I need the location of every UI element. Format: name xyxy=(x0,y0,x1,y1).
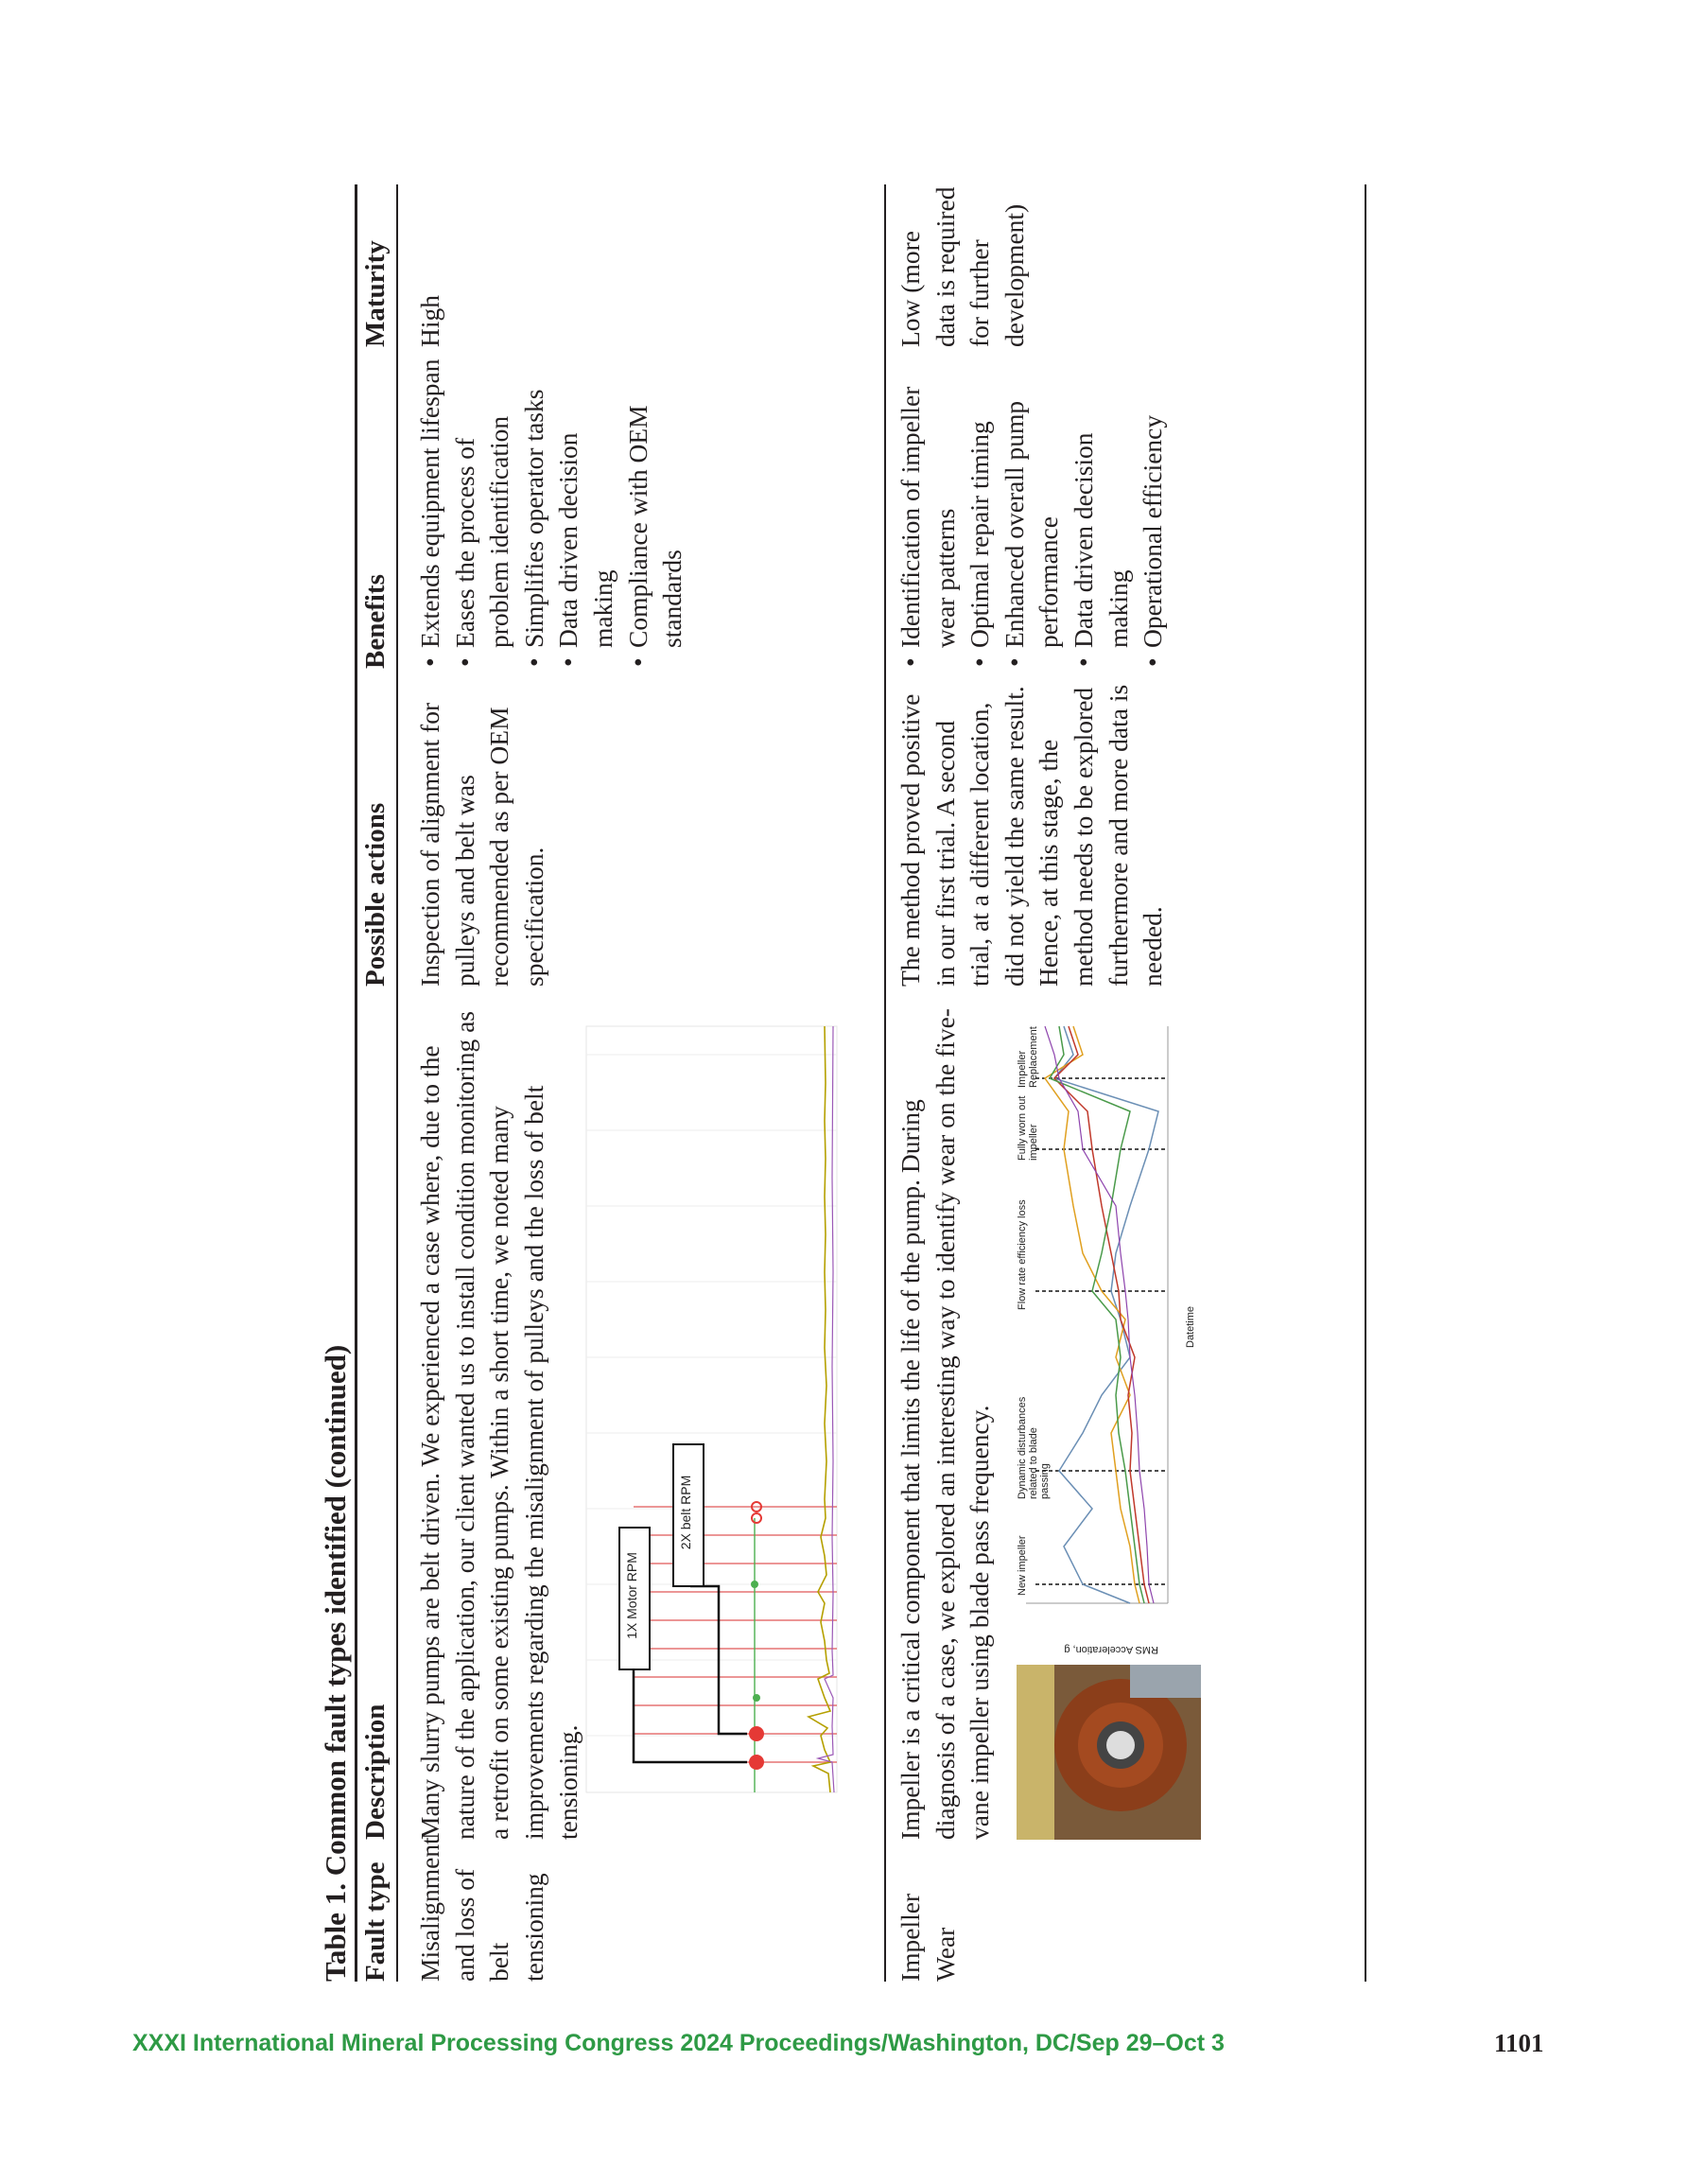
motor-rpm-marker xyxy=(749,1755,764,1770)
benefit-item: • Compliance with OEM standards xyxy=(621,357,690,669)
header-benefits: Benefits xyxy=(360,574,391,669)
header-description: Description xyxy=(360,1704,391,1840)
row1-possible-actions: Inspection of alignment for pulleys and belt was recommended as per OEM specification. xyxy=(415,702,548,987)
header-rule xyxy=(396,184,398,1982)
benefit-item: • Data driven decision making xyxy=(1067,352,1136,669)
rms-chart xyxy=(1026,1026,1168,1603)
row2-possible-actions: The method proved positive in our first trial. A second trial, at a different location, did not yield the same result. Hence, at this stage, the method needs to be explored furthermore and more data is needed. xyxy=(896,684,1168,987)
benefit-item: • Simplifies operator tasks xyxy=(517,357,552,669)
impeller-ylabel: RMS Acceleration, g xyxy=(1064,1644,1158,1655)
row1-description: Many slurry pumps are belt driven. We experienced a case where, due to the nature of the application, our client wanted us to install condition monitoring as a retrofit on some existing pumps. Within a short time, we noted many improvements regarding the misalignment of pulleys and the loss of belt tensioning. xyxy=(415,1011,583,1840)
benefit-item: • Operational efficiency xyxy=(1136,352,1171,669)
annotation-impeller-replacement: Impeller Replacement xyxy=(1017,1026,1039,1088)
row1-maturity: High xyxy=(415,295,444,347)
impeller-photo-icon xyxy=(1017,1665,1201,1840)
footer-proceedings-text: XXXI International Mineral Processing Congress 2024 Proceedings/Washington, DC/Sep 29–Oct 3 xyxy=(132,2030,1225,2056)
rotated-table-page xyxy=(317,184,1366,1982)
row2-benefits xyxy=(894,352,1171,669)
row2-fault-type: Impeller Wear xyxy=(896,1893,960,1982)
peak-marker xyxy=(753,1694,760,1702)
row2-description: Impeller is a critical component that limits the life of the pump. During diagnosis of a case, we explored an interesting way to identify wear on the five-vane impeller using blade pass frequency. xyxy=(896,1008,995,1840)
benefit-item: • Data driven decision making xyxy=(551,357,620,669)
row2-impeller-figure xyxy=(1017,1007,1201,1840)
annotation-fully-worn: Fully worn out impeller xyxy=(1017,1095,1039,1161)
benefit-item: • Enhanced overall pump performance xyxy=(998,352,1067,669)
annotation-flow-rate-loss: Flow rate efficiency loss xyxy=(1017,1199,1028,1310)
row1-benefits xyxy=(413,357,690,669)
benefit-item: • Optimal repair timing xyxy=(963,352,998,669)
table-caption: Table 1. Common fault types identified (continued) xyxy=(319,1344,352,1982)
benefit-item: • Extends equipment lifespan xyxy=(413,357,448,669)
row1-spectrum-figure xyxy=(577,1007,861,1840)
header-maturity: Maturity xyxy=(360,240,391,347)
belt-rpm-marker xyxy=(749,1726,764,1741)
row2-maturity: Low (more data is required for further development) xyxy=(896,186,1029,347)
page-number: 1101 xyxy=(1494,2029,1544,2057)
annotation-dynamic-disturbances: Dynamic disturbances related to blade passing xyxy=(1017,1396,1051,1499)
row1-fault-type: Misalignment and loss of belt tensioning xyxy=(415,1837,548,1982)
bottom-rule xyxy=(1365,184,1366,1982)
motor-rpm-callout: 1X Motor RPM xyxy=(624,1552,639,1639)
belt-rpm-callout: 2X belt RPM xyxy=(678,1475,693,1550)
peak-marker xyxy=(751,1581,758,1588)
annotation-new-impeller: New impeller xyxy=(1017,1535,1028,1596)
header-possible-actions: Possible actions xyxy=(360,802,391,987)
benefit-item: • Identification of impeller wear patterns xyxy=(894,352,963,669)
header-fault-type: Fault type xyxy=(360,1861,391,1982)
benefit-item: • Eases the process of problem identification xyxy=(448,357,517,669)
row-separator xyxy=(884,184,886,1982)
impeller-xlabel: Datetime xyxy=(1185,1305,1196,1348)
spectrum-plot xyxy=(577,1007,861,1840)
